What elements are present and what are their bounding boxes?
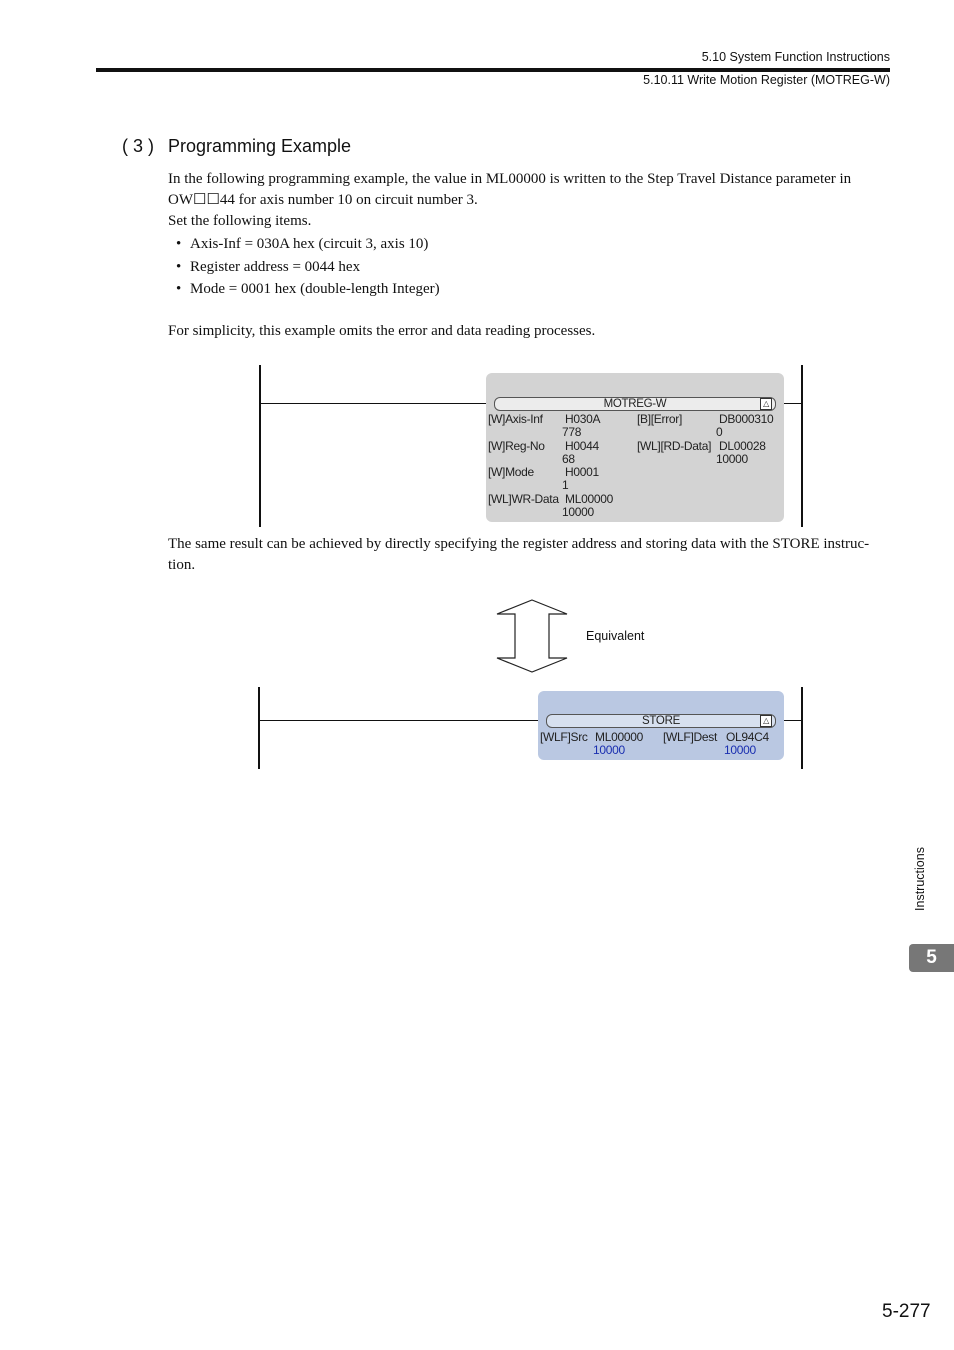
header-subsection-title: 5.10.11 Write Motion Register (MOTREG-W)	[643, 73, 890, 87]
simplicity-note: For simplicity, this example omits the error and data reading processes.	[168, 323, 596, 339]
output-register: DB000310	[719, 412, 774, 426]
output-value: 10000	[716, 452, 748, 466]
function-block-icon: △	[760, 398, 772, 410]
input-register: ML00000	[565, 492, 613, 506]
page-number: 5-277	[882, 1301, 931, 1322]
motreg-w-title: MOTREG-W	[603, 398, 667, 410]
store-title-bar	[546, 714, 776, 728]
src-label: [WLF]Src	[540, 730, 588, 744]
input-register: H030A	[565, 412, 601, 426]
input-value: 10000	[562, 505, 594, 519]
equivalent-label: Equivalent	[586, 629, 645, 643]
rung-line	[261, 403, 487, 404]
list-item: • Mode = 0001 hex (double-length Integer)	[176, 278, 440, 301]
motreg-w-block[interactable]	[486, 373, 784, 522]
header-rule	[96, 68, 890, 72]
dest-register: OL94C4	[726, 730, 769, 744]
input-value: 68	[562, 452, 575, 466]
output-label: [WL][RD-Data]	[637, 439, 712, 453]
intro-line-2: OW☐☐44 for axis number 10 on circuit number 3.	[168, 192, 478, 208]
input-register: H0044	[565, 439, 599, 453]
output-register: DL00028	[719, 439, 766, 453]
input-label: [WL]WR-Data	[488, 492, 559, 506]
src-value: 10000	[593, 743, 625, 757]
motreg-w-title-bar	[494, 397, 776, 411]
function-block-icon: △	[760, 715, 772, 727]
intro-line-1: In the following programming example, the value in ML00000 is written to the Step Travel Distance parameter in	[168, 171, 852, 187]
store-paragraph: The same result can be achieved by directly specifying the register address and storing data with the STORE instruc-tion.	[168, 536, 870, 573]
left-power-rail	[258, 687, 260, 769]
rung-line	[260, 720, 539, 721]
list-item: • Register address = 0044 hex	[176, 256, 440, 279]
input-label: [W]Mode	[488, 465, 534, 479]
output-label: [B][Error]	[637, 412, 683, 426]
settings-list	[176, 233, 440, 301]
chapter-tab[interactable]: 5	[909, 944, 954, 972]
left-power-rail	[259, 365, 261, 527]
section-number: ( 3 )	[122, 136, 155, 156]
input-label: [W]Axis-Inf	[488, 412, 543, 426]
chapter-tab-label: Instructions	[913, 847, 927, 911]
list-item: • Axis-Inf = 030A hex (circuit 3, axis 10)	[176, 233, 440, 256]
dest-label: [WLF]Dest	[663, 730, 717, 744]
double-arrow-icon	[494, 598, 570, 674]
store-block[interactable]	[538, 691, 784, 760]
intro-paragraph	[168, 169, 888, 211]
right-power-rail	[801, 687, 803, 769]
src-register: ML00000	[595, 730, 643, 744]
input-label: [W]Reg-No	[488, 439, 545, 453]
input-value: 778	[562, 425, 582, 439]
right-power-rail	[801, 365, 803, 527]
output-value: 0	[716, 425, 723, 439]
settings-intro: Set the following items.	[168, 213, 312, 229]
header-section-title: 5.10 System Function Instructions	[701, 50, 890, 64]
store-title: STORE	[642, 715, 680, 727]
input-value: 1	[562, 478, 569, 492]
section-title: Programming Example	[168, 136, 352, 156]
input-register: H0001	[565, 465, 599, 479]
dest-value: 10000	[724, 743, 756, 757]
